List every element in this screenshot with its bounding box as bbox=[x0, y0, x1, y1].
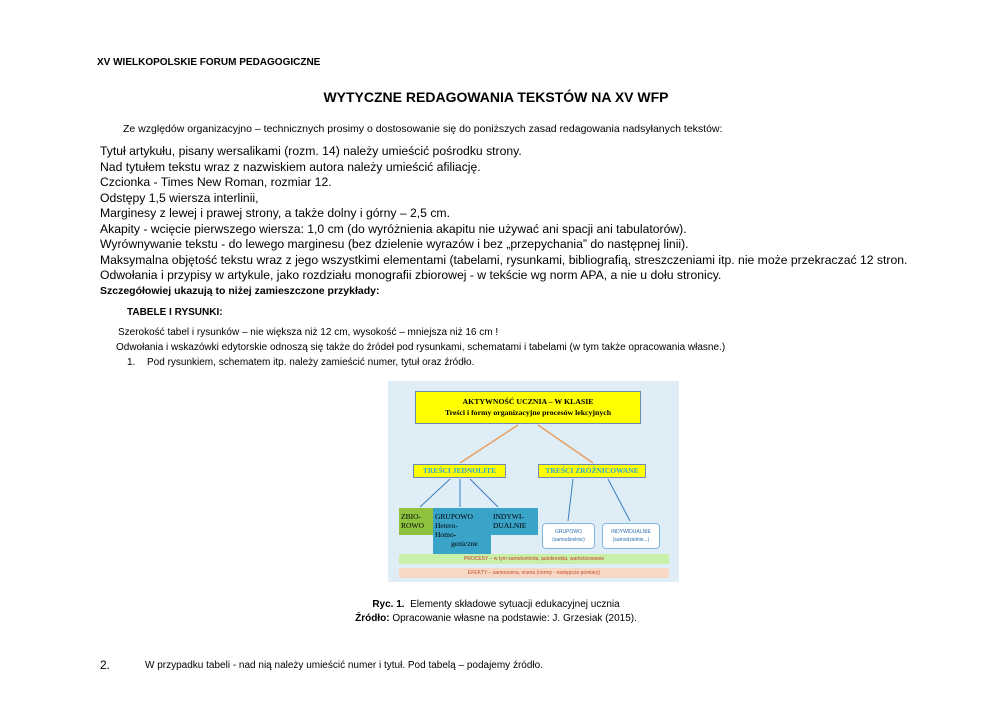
diagram-title-box bbox=[415, 391, 641, 424]
arrow-to-zbiorowo bbox=[420, 479, 450, 507]
category-uniform: TREŚCI JEDNOLITE bbox=[413, 464, 506, 478]
box-grupowo bbox=[433, 508, 491, 554]
rule-line: Odwołania i przypisy w artykule, jako rozdziału monografii zbiorowej - w tekście wg norm APA, a nie u dołu stronicy. bbox=[100, 268, 722, 282]
rule-line: Czcionka - Times New Roman, rozmiar 12. bbox=[100, 175, 332, 189]
box-individual-independent bbox=[602, 523, 660, 549]
list-item-number: 1. bbox=[127, 357, 136, 368]
diagram-title-line: AKTYWNOŚĆ UCZNIA – W KLASIE bbox=[462, 397, 594, 406]
figure-caption bbox=[0, 599, 992, 610]
details-note: Szczegółowiej ukazują to niżej zamieszczone przykłady: bbox=[100, 284, 380, 297]
rule-line: Odstępy 1,5 wiersza interlinii, bbox=[100, 190, 259, 205]
box-line: Homo- bbox=[435, 530, 457, 539]
box-line: DUALNIE bbox=[493, 521, 527, 530]
box-zbiorowo bbox=[399, 508, 433, 535]
list-item-2-number: 2. bbox=[100, 658, 111, 672]
page-title: WYTYCZNE REDAGOWANIA TEKSTÓW NA XV WFP bbox=[323, 89, 669, 105]
box-line: INDYWIDUALNIE bbox=[611, 529, 651, 535]
box-line: Hetero- bbox=[435, 521, 458, 530]
intro-paragraph: Ze względów organizacyjno – technicznych prosimy o dostosowanie się do poniższych zasad redagowania nadsyłanych tekstów: bbox=[123, 123, 723, 135]
arrow-to-right-category bbox=[538, 425, 593, 463]
box-line: (samodzielnie...) bbox=[612, 537, 650, 543]
rule-line: Marginesy z lewej i prawej strony, a także dolny i górny – 2,5 cm. bbox=[100, 206, 450, 220]
list-item-text: Pod rysunkiem, schematem itp. należy zamieścić numer, tytuł oraz źródło. bbox=[147, 357, 475, 368]
source-label: Źródło: bbox=[355, 613, 390, 624]
refs-rule: Odwołania i wskazówki edytorskie odnoszą się także do źródeł pod rysunkami, schematami i tabelami (w tym także opracowania własne.) bbox=[116, 342, 726, 353]
rule-line: Wyrównywanie tekstu - do lewego marginesu (bez dzielenie wyrazów i bez „przepychania” do następnej linii). bbox=[100, 237, 689, 251]
box-line: INDYWI- bbox=[493, 512, 524, 521]
box-indywidualnie bbox=[491, 508, 538, 535]
processes-bar: PROCESY – w tym samokontrola, autokorekta, wartościowanie bbox=[399, 554, 669, 564]
rule-line: Maksymalna objętość tekstu wraz z jego wszystkimi elementami (tabelami, rysunkami, bibliografią, streszczeniami itp. nie może przekraczać 12 stron. bbox=[100, 252, 908, 267]
figure-source bbox=[0, 613, 992, 624]
box-line: geniczne bbox=[451, 539, 478, 548]
diagram-subtitle-line: Treści i formy organizacyjne procesów lekcyjnych bbox=[444, 408, 612, 417]
arrow-to-small-2 bbox=[608, 479, 630, 521]
box-line: GRUPOWO bbox=[555, 529, 582, 535]
rule-line: Nad tytułem tekstu wraz z nazwiskiem autora należy umieścić afiliację. bbox=[100, 159, 481, 174]
source-text: Opracowanie własne na podstawie: J. Grzesiak (2015). bbox=[392, 613, 637, 624]
box-line: GRUPOWO bbox=[435, 512, 473, 521]
figure-label: Ryc. 1. bbox=[372, 599, 405, 610]
box-line: ZBIO- bbox=[401, 512, 421, 521]
list-item-1 bbox=[127, 357, 474, 368]
rule-line: Tytuł artykułu, pisany wersalikami (rozm. 14) należy umieścić pośrodku strony. bbox=[100, 144, 522, 158]
forum-header: XV WIELKOPOLSKIE FORUM PEDAGOGICZNE bbox=[97, 57, 321, 68]
box-line: (samodzielnie) bbox=[552, 537, 585, 543]
box-line: ROWO bbox=[401, 521, 424, 530]
effects-bar: EFEKTY – samoocena, ocena (normy - następcze pomiary) bbox=[399, 568, 669, 578]
arrow-to-small-1 bbox=[568, 479, 573, 521]
figure-diagram bbox=[388, 381, 679, 582]
list-item-2-text: W przypadku tabeli - nad nią należy umieścić numer i tytuł. Pod tabelą – podajemy źródło. bbox=[145, 660, 543, 671]
size-rule: Szerokość tabel i rysunków – nie większa niż 12 cm, wysokość – mniejsza niż 16 cm ! bbox=[118, 327, 499, 338]
rule-line: Akapity - wcięcie pierwszego wiersza: 1,0 cm (do wyróżnienia akapitu nie używać ani spacji ani tabulatorów). bbox=[100, 221, 687, 236]
rules-list bbox=[100, 144, 907, 299]
arrow-to-left-category bbox=[460, 425, 518, 463]
section-heading: TABELE I RYSUNKI: bbox=[127, 307, 223, 318]
category-diverse: TREŚCI ZRÓŻNICOWANE bbox=[538, 464, 646, 478]
figure-title: Elementy składowe sytuacji edukacyjnej ucznia bbox=[410, 599, 620, 610]
arrow-to-indywidualnie bbox=[470, 479, 498, 507]
box-group-independent bbox=[542, 523, 595, 549]
